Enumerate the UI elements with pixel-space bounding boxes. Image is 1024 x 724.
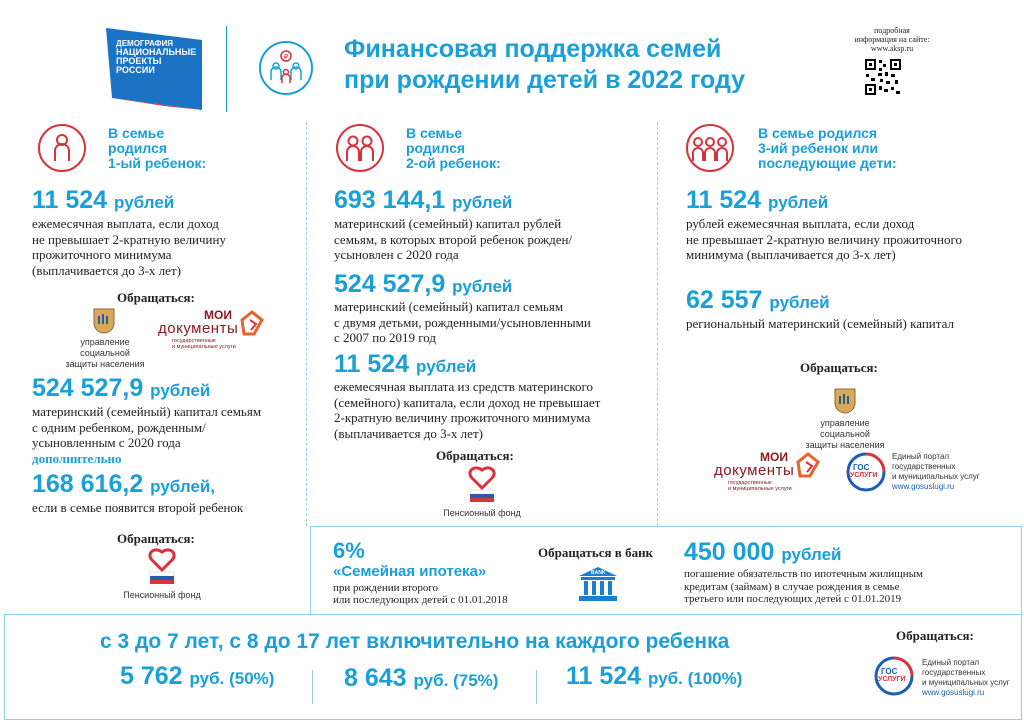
pension-fund-icon	[466, 466, 498, 504]
moi-sub	[172, 338, 236, 350]
desc-line: 2-кратную величину прожиточного минимума	[334, 410, 591, 425]
amount-unit: руб. (75%)	[413, 671, 499, 690]
heading-line: родился	[406, 140, 466, 156]
footer-contact-label: Обращаться:	[896, 628, 974, 643]
two-children-icon	[336, 124, 384, 172]
heading-line: 1-ый ребенок:	[108, 155, 207, 171]
three-children-icon	[686, 124, 734, 172]
amount-value: 168 616,2	[32, 470, 144, 498]
moi-emblem-icon	[240, 310, 264, 336]
mortgage-desc	[333, 582, 508, 606]
col1-desc1	[32, 216, 226, 278]
info-text: информация на сайте:	[854, 35, 930, 44]
heading-line: В семье родился	[758, 125, 878, 141]
moi-bottom: документы	[158, 320, 239, 337]
title-line: Финансовая поддержка семей	[344, 35, 722, 63]
page-title	[344, 34, 745, 96]
gosuslugi-logo	[874, 656, 914, 696]
desc-line: материнский (семейный) капитал рублей	[334, 216, 562, 231]
amount-unit: рублей	[768, 193, 829, 212]
desc-line: с 2007 по 2019 год	[334, 330, 436, 345]
amount-value: 11 524	[32, 186, 108, 214]
gos-bottom: УСЛУГИ	[850, 472, 878, 479]
amount-unit: руб. (50%)	[189, 669, 275, 688]
col2-desc3	[334, 379, 600, 441]
heading-line: последующие дети:	[758, 155, 897, 171]
col3-amount1	[686, 186, 828, 217]
col3-amount2	[686, 286, 830, 317]
desc-line: рублей ежемесячная выплата, если доход	[686, 216, 915, 231]
amount-unit: рублей	[781, 545, 842, 564]
desc-line: не превышает 2-кратную величину	[32, 231, 226, 247]
col3-desc1	[686, 216, 962, 263]
desc-line: (семейного) капитала, если доход не превышает	[334, 394, 601, 410]
gos-site[interactable]: www.gosuslugi.ru	[892, 482, 955, 491]
footer-pay1	[120, 662, 274, 693]
uszn-emblem-icon	[93, 308, 115, 334]
project-logo	[104, 26, 208, 110]
mortgage-desc2	[684, 568, 923, 606]
amount-unit: рублей	[416, 357, 477, 376]
moi-dokumenty-logo	[158, 308, 268, 352]
desc-line: материнский (семейный) капитал семьям	[32, 404, 262, 419]
logo-line: НАЦИОНАЛЬНЫЕ	[116, 47, 197, 57]
desc-line: семьям, в которых второй ребенок рожден/	[334, 231, 573, 247]
desc-line: при рождении второго	[333, 582, 439, 594]
col1-desc3: если в семье появится второй ребенок	[32, 500, 244, 515]
column-divider	[657, 122, 658, 526]
amount-unit: рублей	[114, 193, 175, 212]
gos-line: государственных	[892, 462, 956, 471]
col1-desc2	[32, 404, 261, 451]
mortgage-name: «Семейная ипотека»	[333, 563, 487, 580]
moi-sub-line: государственные	[172, 338, 216, 344]
column-divider	[306, 122, 307, 526]
amount-unit: рублей	[150, 381, 211, 400]
desc-line: с одним ребенком, рожденным/	[32, 419, 206, 435]
moi-top: МОИ	[204, 308, 232, 322]
heading-line: родился	[108, 140, 168, 156]
gos-site[interactable]: www.gosuslugi.ru	[922, 688, 985, 697]
col1-contact-label2: Обращаться:	[117, 531, 195, 546]
col2-amount2	[334, 270, 512, 301]
label-line: защиты населения	[805, 440, 885, 450]
footer-pay3	[566, 662, 742, 693]
desc-line: с двумя детьми, рожденными/усыновленными	[334, 314, 591, 330]
col1-amount1	[32, 186, 174, 217]
amount-unit: рублей	[452, 193, 513, 212]
moi-dokumenty-logo	[714, 450, 824, 494]
moi-sub-line: и муниципальные услуги	[728, 486, 792, 492]
info-block	[852, 26, 932, 53]
col1-amount2	[32, 374, 210, 405]
desc-line: усыновлен с 2020 года	[334, 247, 459, 262]
footer-divider	[312, 670, 313, 704]
family-icon	[258, 40, 314, 96]
col2-amount1	[334, 186, 512, 217]
amount-value: 11 524	[334, 350, 410, 378]
heading-line: В семье	[108, 125, 165, 141]
pension-fund-label: Пенсионный фонд	[443, 508, 521, 518]
col1-contact-label: Обращаться:	[117, 290, 195, 305]
pension-fund-icon	[146, 548, 178, 586]
amount-value: 11 524	[686, 186, 762, 214]
col3-heading	[758, 126, 897, 171]
label-line: управление социальной	[80, 337, 130, 358]
svg-text:₽: ₽	[283, 53, 289, 61]
col1-extra: дополнительно	[32, 451, 122, 466]
amount-value: 5 762	[120, 662, 183, 690]
label-line: защиты населения	[65, 359, 145, 369]
gos-line: Единый портал	[922, 658, 980, 667]
heading-line: В семье	[406, 125, 463, 141]
gos-line: и муниципальных услуг	[892, 472, 980, 481]
logo-line: РОССИИ	[116, 65, 155, 75]
uszn-label	[796, 418, 894, 451]
gos-line: государственных	[922, 668, 986, 677]
desc-line: ежемесячная выплата, если доход	[32, 216, 219, 231]
footer-pay2	[344, 664, 498, 695]
desc-line: (выплачивается до 3-х лет)	[334, 425, 483, 441]
logo-line: ПРОЕКТЫ	[116, 56, 162, 66]
one-child-icon	[38, 124, 86, 172]
col1-amount3	[32, 470, 215, 501]
col3-contact-label: Обращаться:	[800, 360, 878, 375]
amount-value: 8 643	[344, 664, 407, 692]
footer-divider	[536, 670, 537, 704]
mortgage-percent: 6%	[333, 538, 365, 563]
amount-value: 524 527,9	[32, 374, 144, 402]
desc-line: кредитам (займам) в случае рождения в семье	[684, 580, 900, 593]
gos-line: Единый портал	[892, 452, 950, 461]
amount-unit: рублей	[769, 293, 830, 312]
desc-line: (выплачивается до 3-х лет)	[32, 262, 181, 278]
gos-bottom: УСЛУГИ	[878, 676, 906, 683]
amount-value: 11 524	[566, 662, 642, 690]
label-line: управление социальной	[820, 418, 870, 439]
bank-icon	[578, 566, 618, 602]
header-divider	[226, 26, 227, 112]
mortgage-amount	[684, 538, 842, 569]
heading-line: 2-ой ребенок:	[406, 155, 501, 171]
gosuslugi-text	[892, 452, 980, 492]
gos-line: и муниципальных услуг	[922, 678, 1010, 687]
amount-value: 62 557	[686, 286, 763, 314]
title-line: при рождении детей в 2022 году	[344, 66, 746, 94]
amount-value: 693 144,1	[334, 186, 446, 214]
desc-line: минимума (выплачивается до 3-х лет)	[686, 247, 896, 262]
gos-top: ГОС	[853, 463, 870, 472]
amount-unit: руб. (100%)	[648, 669, 743, 688]
col1-heading	[108, 126, 206, 171]
moi-sub-line: государственные	[728, 480, 772, 486]
desc-line: прожиточного минимума	[32, 247, 172, 262]
moi-sub	[728, 480, 792, 492]
col2-amount3	[334, 350, 476, 381]
amount-unit: рублей,	[150, 477, 216, 496]
col2-contact-label: Обращаться:	[436, 448, 514, 463]
mortgage-contact: Обращаться в банк	[538, 545, 654, 560]
desc-line: ежемесячная выплата из средств материнского	[334, 379, 594, 394]
amount-value: 524 527,9	[334, 270, 446, 298]
uszn-label	[58, 337, 152, 370]
desc-line: третьего или последующих детей с 01.01.2019	[684, 593, 902, 605]
footer-title: с 3 до 7 лет, с 8 до 17 лет включительно на каждого ребенка	[100, 630, 730, 653]
gosuslugi-logo	[846, 452, 886, 492]
desc-line: или последующих детей с 01.01.2018	[333, 594, 508, 606]
gosuslugi-text	[922, 658, 1010, 698]
desc-line: погашение обязательств по ипотечным жилищным	[684, 568, 923, 580]
bank-label: BANK	[591, 570, 606, 576]
col2-desc1	[334, 216, 572, 263]
desc-line: усыновленным с 2020 года	[32, 435, 181, 450]
moi-sub-line: и муниципальные услуги	[172, 344, 236, 350]
pension-fund-label: Пенсионный фонд	[123, 590, 201, 600]
moi-top: МОИ	[760, 450, 788, 464]
desc-line: не превышает 2-кратную величину прожиточного	[686, 231, 962, 247]
moi-emblem-icon	[796, 452, 820, 478]
amount-unit: рублей	[452, 277, 513, 296]
qr-code[interactable]	[864, 58, 902, 96]
amount-value: 450 000	[684, 538, 775, 566]
uszn-emblem-icon	[834, 388, 856, 414]
moi-bottom: документы	[714, 462, 795, 479]
desc-line: материнский (семейный) капитал семьям	[334, 299, 564, 314]
info-site[interactable]: www.aksp.ru	[870, 44, 914, 53]
col3-desc2: региональный материнский (семейный) капитал	[686, 316, 954, 331]
col2-desc2	[334, 299, 591, 346]
logo-line: ДЕМОГРАФИЯ	[116, 39, 173, 48]
heading-line: 3-ий ребенок или	[758, 140, 879, 156]
info-text: подробная	[874, 26, 910, 35]
col2-heading	[406, 126, 501, 171]
gos-top: ГОС	[881, 667, 898, 676]
